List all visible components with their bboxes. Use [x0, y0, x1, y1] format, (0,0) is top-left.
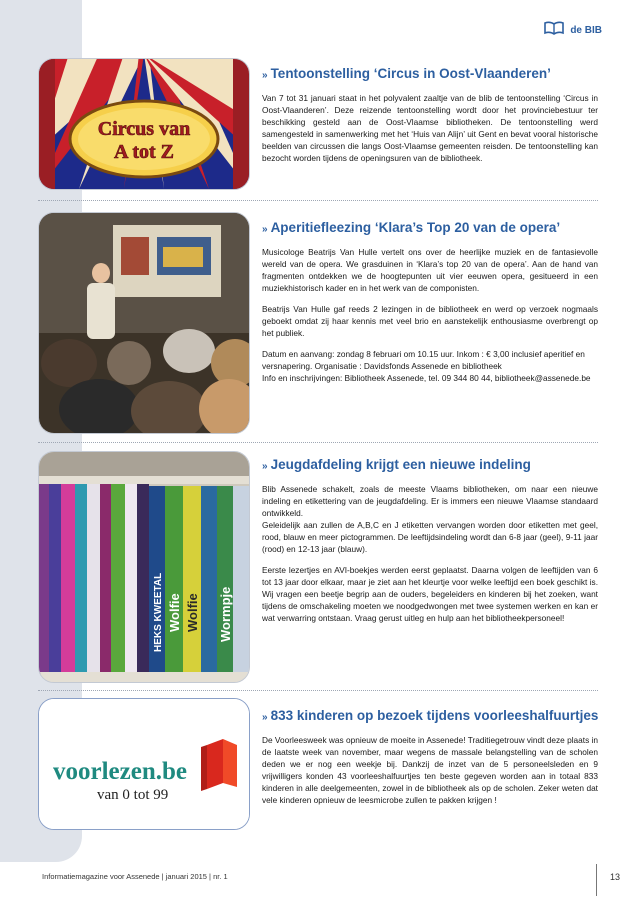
event-contact: Info en inschrijvingen: Bibliotheek Assenede, tel. 09 344 80 44, bibliotheek@assenede.be — [262, 373, 591, 384]
article-paragraph: Geleidelijk aan zullen de A,B,C en J etiketten vervangen worden door etiketten met geel, rood, blauw en meer pictogrammen. De leeftijdsindeling wordt dan 6-8 jaar (geel), 9-11 jaar (rood) en 12-13 jaar (blauw). — [262, 520, 598, 555]
bookshelf-photo — [38, 451, 250, 683]
article-paragraph: Musicologe Beatrijs Van Hulle vertelt ons over de heerlijke muziek en de fantasievolle wereld van de opera. We grasduinen in ‘Klara’s top 20 van de opera’. Aan de hand van fragmenten ontdekken we de hoogtepunten uit vier eeuwen opera, gesitueerd in een muziekhistorisch kader en in het werk van de componisten. — [262, 247, 598, 294]
footer-text: Informatiemagazine voor Assenede | januari 2015 | nr. 1 — [42, 872, 228, 881]
article-paragraph: Blib Assenede schakelt, zoals de meeste Vlaams bibliotheken, om naar een nieuwe indeling en etikettering van de jeugdafdeling. Er is immers een nieuwe Vlaamse standaard ontwikkeld. — [262, 484, 598, 519]
voorlezen-logo — [38, 698, 250, 830]
book-spine-label: Wolfie — [167, 593, 182, 632]
section-divider — [38, 442, 598, 443]
red-book-icon — [201, 739, 237, 791]
book-spine-label: Wormpje — [218, 586, 233, 642]
brand-label: de BIB — [570, 25, 602, 36]
bullet-arrow-icon: » — [262, 224, 268, 235]
bullet-arrow-icon: » — [262, 712, 268, 723]
brand-header — [544, 21, 602, 40]
logo-tagline: van 0 tot 99 — [97, 787, 169, 803]
page-number: 13 — [610, 872, 621, 882]
circus-poster-image — [38, 58, 250, 190]
article-title: » Jeugdafdeling krijgt een nieuwe indeling — [262, 457, 531, 472]
event-info: Datum en aanvang: zondag 8 februari om 10.15 uur. Inkom : € 3,00 inclusief aperitief en versnapering. Organisatie : Davidsfonds Assenede en bibliotheek — [262, 349, 585, 372]
section-divider — [38, 200, 598, 201]
article-paragraph: De Voorleesweek was opnieuw de moeite in Assenede! Traditiegetrouw vindt deze plaats in de laatste week van november, maar wegens de massale belangstelling van de scholen deden we er nog een weekje bij. Dankzij de inzet van de 5 personeelsleden en 9 vrijwilligers konden 43 voorleeshalfuurtjes ten beste gegeven worden aan in totaal 833 kinderen in alle deelgemeenten, zowel in de bibliotheek als op de scholen. Zeker weten dat vele kinderen opnieuw de leesmicrobe zullen te pakken krijgen ! — [262, 735, 598, 806]
footer-divider — [596, 864, 597, 896]
open-book-icon — [544, 21, 564, 40]
section-divider — [38, 690, 598, 691]
bullet-arrow-icon: » — [262, 70, 268, 81]
logo-wordmark: voorlezen.be — [53, 758, 187, 785]
article-youth-section — [262, 457, 598, 633]
article-paragraph: Eerste lezertjes en AVI-boekjes werden eerst geplaatst. Daarna volgen de leeftijden van 6 tot 13 jaar door elkaar, maar je ziet aan het kleurtje voor welke leeftijd een boek geschikt is. Wij vragen een beetje begrip aan de ouders, begeleiders en kinderen bij het zoeken, want tijdens de omschakeling moeten we noodgedwongen met twee systemen werken en kan er wat verwarring ontstaan. Vraag gerust uitleg en hulp aan het bibliotheekpersoneel! — [262, 565, 598, 624]
article-circus — [262, 66, 598, 173]
article-title: » Aperitiefleezing ‘Klara’s Top 20 van de opera’ — [262, 220, 561, 235]
book-spine-label: HEKS KWEETAL — [153, 572, 164, 652]
article-read-aloud — [262, 708, 598, 815]
bullet-arrow-icon: » — [262, 461, 268, 472]
article-paragraph: Van 7 tot 31 januari staat in het polyvalent zaaltje van de blib de tentoonstelling ‘Circus in Oost-Vlaanderen’. Deze reizende tentoonstelling wordt door het provinciebestuur ter beschikking gesteld aan de Oost-Vlaamse bibliotheken. De tentoonstelling werd samengesteld in samenwerking met het ‘Huis van Alijn’ uit Gent en bevat vooral historische beelden van circussen die langs Oost-Vlaamse gemeenten reisden. De tentoonstelling kan bezocht worden tijdens de openingsuren van de bibliotheek. — [262, 93, 598, 164]
article-title: » 833 kinderen op bezoek tijdens voorleeshalfuurtjes — [262, 708, 599, 723]
article-paragraph: Beatrijs Van Hulle gaf reeds 2 lezingen in de bibliotheek en werd op verzoek nogmaals geboekt omdat zij haar kennis met veel brio en aanstekelijk enthousiasme overbrengt op het publiek. — [262, 304, 598, 339]
article-opera — [262, 220, 598, 393]
opera-lecture-photo — [38, 212, 250, 434]
circus-title-line2: A tot Z — [114, 141, 174, 163]
book-spine-label: Wolfie — [185, 593, 200, 632]
article-title: » Tentoonstelling ‘Circus in Oost-Vlaanderen’ — [262, 66, 551, 81]
circus-title-line1: Circus van — [97, 118, 191, 140]
